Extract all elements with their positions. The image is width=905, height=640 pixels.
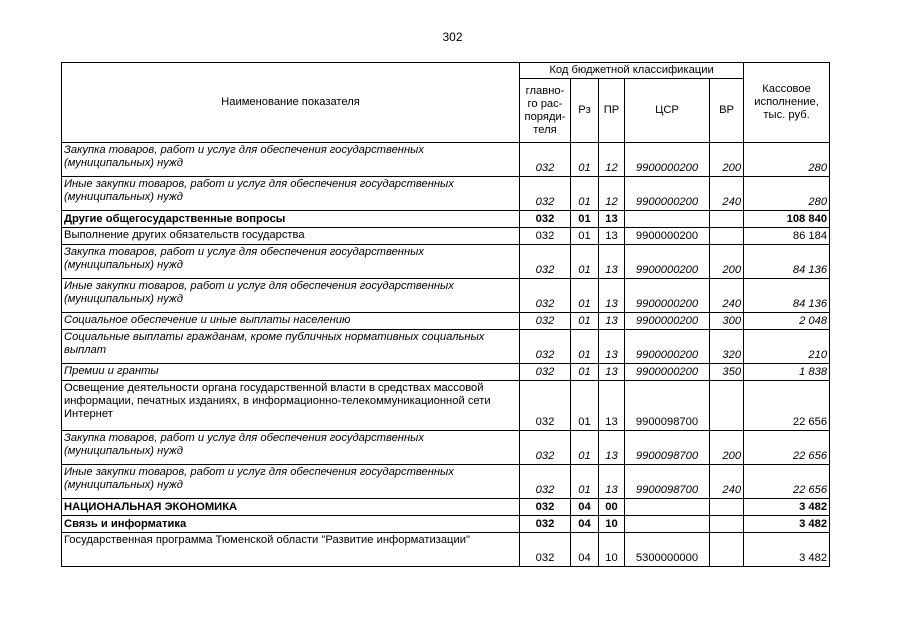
table-row — [62, 245, 830, 279]
cell-pr: 00 — [599, 499, 625, 516]
cell-csr: 9900098700 — [625, 381, 710, 431]
page-number: 302 — [442, 30, 463, 44]
cell-csr: 9900000200 — [625, 228, 710, 245]
cell-pr: 13 — [599, 211, 625, 228]
header-sum: Кассовое исполнение, тыс. руб. — [744, 63, 830, 143]
cell-name: Связь и информатика — [62, 516, 520, 533]
cell-gr: 032 — [520, 465, 571, 499]
cell-csr: 9900000200 — [625, 177, 710, 211]
cell-csr: 9900098700 — [625, 431, 710, 465]
cell-name: Социальное обеспечение и иные выплаты населению — [62, 313, 520, 330]
cell-gr: 032 — [520, 313, 571, 330]
cell-vr: 200 — [710, 143, 744, 177]
cell-name: НАЦИОНАЛЬНАЯ ЭКОНОМИКА — [62, 499, 520, 516]
cell-csr: 5300000000 — [625, 533, 710, 567]
cell-name: Закупка товаров, работ и услуг для обеспечения государственных (муниципальных) нужд — [62, 245, 520, 279]
cell-gr: 032 — [520, 431, 571, 465]
cell-rz: 01 — [571, 177, 599, 211]
cell-name: Иные закупки товаров, работ и услуг для обеспечения государственных (муниципальных) нужд — [62, 465, 520, 499]
cell-vr: 320 — [710, 330, 744, 364]
cell-gr: 032 — [520, 245, 571, 279]
table-row — [62, 516, 830, 533]
cell-name: Премии и гранты — [62, 364, 520, 381]
header-vr: ВР — [710, 79, 744, 143]
cell-csr: 9900098700 — [625, 465, 710, 499]
cell-rz: 01 — [571, 364, 599, 381]
cell-sum: 108 840 — [744, 211, 830, 228]
cell-pr: 10 — [599, 533, 625, 567]
table-row — [62, 381, 830, 431]
table-row — [62, 228, 830, 245]
cell-csr: 9900000200 — [625, 364, 710, 381]
cell-gr: 032 — [520, 177, 571, 211]
cell-sum: 86 184 — [744, 228, 830, 245]
cell-rz: 04 — [571, 516, 599, 533]
cell-gr: 032 — [520, 533, 571, 567]
cell-sum: 3 482 — [744, 499, 830, 516]
cell-gr: 032 — [520, 381, 571, 431]
table-row — [62, 533, 830, 567]
cell-sum: 84 136 — [744, 245, 830, 279]
cell-vr: 240 — [710, 279, 744, 313]
cell-vr: 240 — [710, 465, 744, 499]
table-body — [62, 143, 830, 567]
cell-csr: 9900000200 — [625, 143, 710, 177]
cell-rz: 01 — [571, 313, 599, 330]
cell-name: Государственная программа Тюменской области "Развитие информатизации" — [62, 533, 520, 567]
cell-vr — [710, 228, 744, 245]
cell-rz: 01 — [571, 465, 599, 499]
budget-table — [61, 62, 830, 567]
cell-sum: 1 838 — [744, 364, 830, 381]
cell-vr — [710, 211, 744, 228]
cell-pr: 13 — [599, 381, 625, 431]
cell-name: Другие общегосударственные вопросы — [62, 211, 520, 228]
cell-vr — [710, 499, 744, 516]
cell-pr: 10 — [599, 516, 625, 533]
cell-pr: 13 — [599, 431, 625, 465]
cell-name: Иные закупки товаров, работ и услуг для обеспечения государственных (муниципальных) нужд — [62, 177, 520, 211]
cell-name: Закупка товаров, работ и услуг для обеспечения государственных (муниципальных) нужд — [62, 143, 520, 177]
cell-name: Иные закупки товаров, работ и услуг для обеспечения государственных (муниципальных) нужд — [62, 279, 520, 313]
cell-vr: 350 — [710, 364, 744, 381]
cell-pr: 13 — [599, 313, 625, 330]
cell-sum: 210 — [744, 330, 830, 364]
cell-sum: 2 048 — [744, 313, 830, 330]
cell-rz: 01 — [571, 381, 599, 431]
cell-gr: 032 — [520, 228, 571, 245]
cell-vr — [710, 381, 744, 431]
table-row — [62, 465, 830, 499]
table-row — [62, 177, 830, 211]
cell-rz: 01 — [571, 245, 599, 279]
cell-pr: 13 — [599, 330, 625, 364]
table-row — [62, 143, 830, 177]
cell-sum: 280 — [744, 177, 830, 211]
table-row — [62, 313, 830, 330]
table-row — [62, 431, 830, 465]
cell-pr: 12 — [599, 143, 625, 177]
cell-gr: 032 — [520, 211, 571, 228]
cell-csr: 9900000200 — [625, 330, 710, 364]
cell-pr: 13 — [599, 364, 625, 381]
cell-vr: 200 — [710, 431, 744, 465]
table-row — [62, 499, 830, 516]
cell-rz: 01 — [571, 330, 599, 364]
header-pr: ПР — [599, 79, 625, 143]
cell-sum: 3 482 — [744, 533, 830, 567]
table-row — [62, 330, 830, 364]
cell-rz: 04 — [571, 533, 599, 567]
cell-sum: 22 656 — [744, 381, 830, 431]
cell-gr: 032 — [520, 364, 571, 381]
cell-pr: 13 — [599, 279, 625, 313]
table-row — [62, 364, 830, 381]
table-row — [62, 279, 830, 313]
cell-pr: 13 — [599, 245, 625, 279]
cell-rz: 01 — [571, 431, 599, 465]
cell-name: Выполнение других обязательств государства — [62, 228, 520, 245]
header-csr: ЦСР — [625, 79, 710, 143]
cell-csr: 9900000200 — [625, 245, 710, 279]
cell-sum: 280 — [744, 143, 830, 177]
cell-sum: 22 656 — [744, 431, 830, 465]
cell-vr: 240 — [710, 177, 744, 211]
header-name: Наименование показателя — [62, 63, 520, 143]
cell-csr — [625, 499, 710, 516]
cell-vr — [710, 533, 744, 567]
cell-rz: 01 — [571, 143, 599, 177]
cell-sum: 3 482 — [744, 516, 830, 533]
cell-pr: 13 — [599, 465, 625, 499]
cell-csr: 9900000200 — [625, 279, 710, 313]
cell-name: Закупка товаров, работ и услуг для обеспечения государственных (муниципальных) нужд — [62, 431, 520, 465]
cell-sum: 22 656 — [744, 465, 830, 499]
cell-csr — [625, 211, 710, 228]
cell-gr: 032 — [520, 330, 571, 364]
cell-rz: 04 — [571, 499, 599, 516]
cell-pr: 12 — [599, 177, 625, 211]
cell-gr: 032 — [520, 499, 571, 516]
header-code-group: Код бюджетной классификации — [520, 63, 744, 79]
cell-rz: 01 — [571, 211, 599, 228]
cell-name: Социальные выплаты гражданам, кроме публичных нормативных социальных выплат — [62, 330, 520, 364]
table-row — [62, 211, 830, 228]
cell-gr: 032 — [520, 516, 571, 533]
cell-rz: 01 — [571, 279, 599, 313]
cell-csr: 9900000200 — [625, 313, 710, 330]
cell-csr — [625, 516, 710, 533]
header-rz: Рз — [571, 79, 599, 143]
cell-gr: 032 — [520, 279, 571, 313]
cell-gr: 032 — [520, 143, 571, 177]
cell-rz: 01 — [571, 228, 599, 245]
header-gr: главно-го рас-поряди-теля — [520, 79, 571, 143]
cell-sum: 84 136 — [744, 279, 830, 313]
cell-name: Освещение деятельности органа государственной власти в средствах массовой информации, печатных изданиях, в информационно-телекоммуникационной сети Интернет — [62, 381, 520, 431]
cell-vr — [710, 516, 744, 533]
cell-vr: 200 — [710, 245, 744, 279]
cell-vr: 300 — [710, 313, 744, 330]
cell-pr: 13 — [599, 228, 625, 245]
